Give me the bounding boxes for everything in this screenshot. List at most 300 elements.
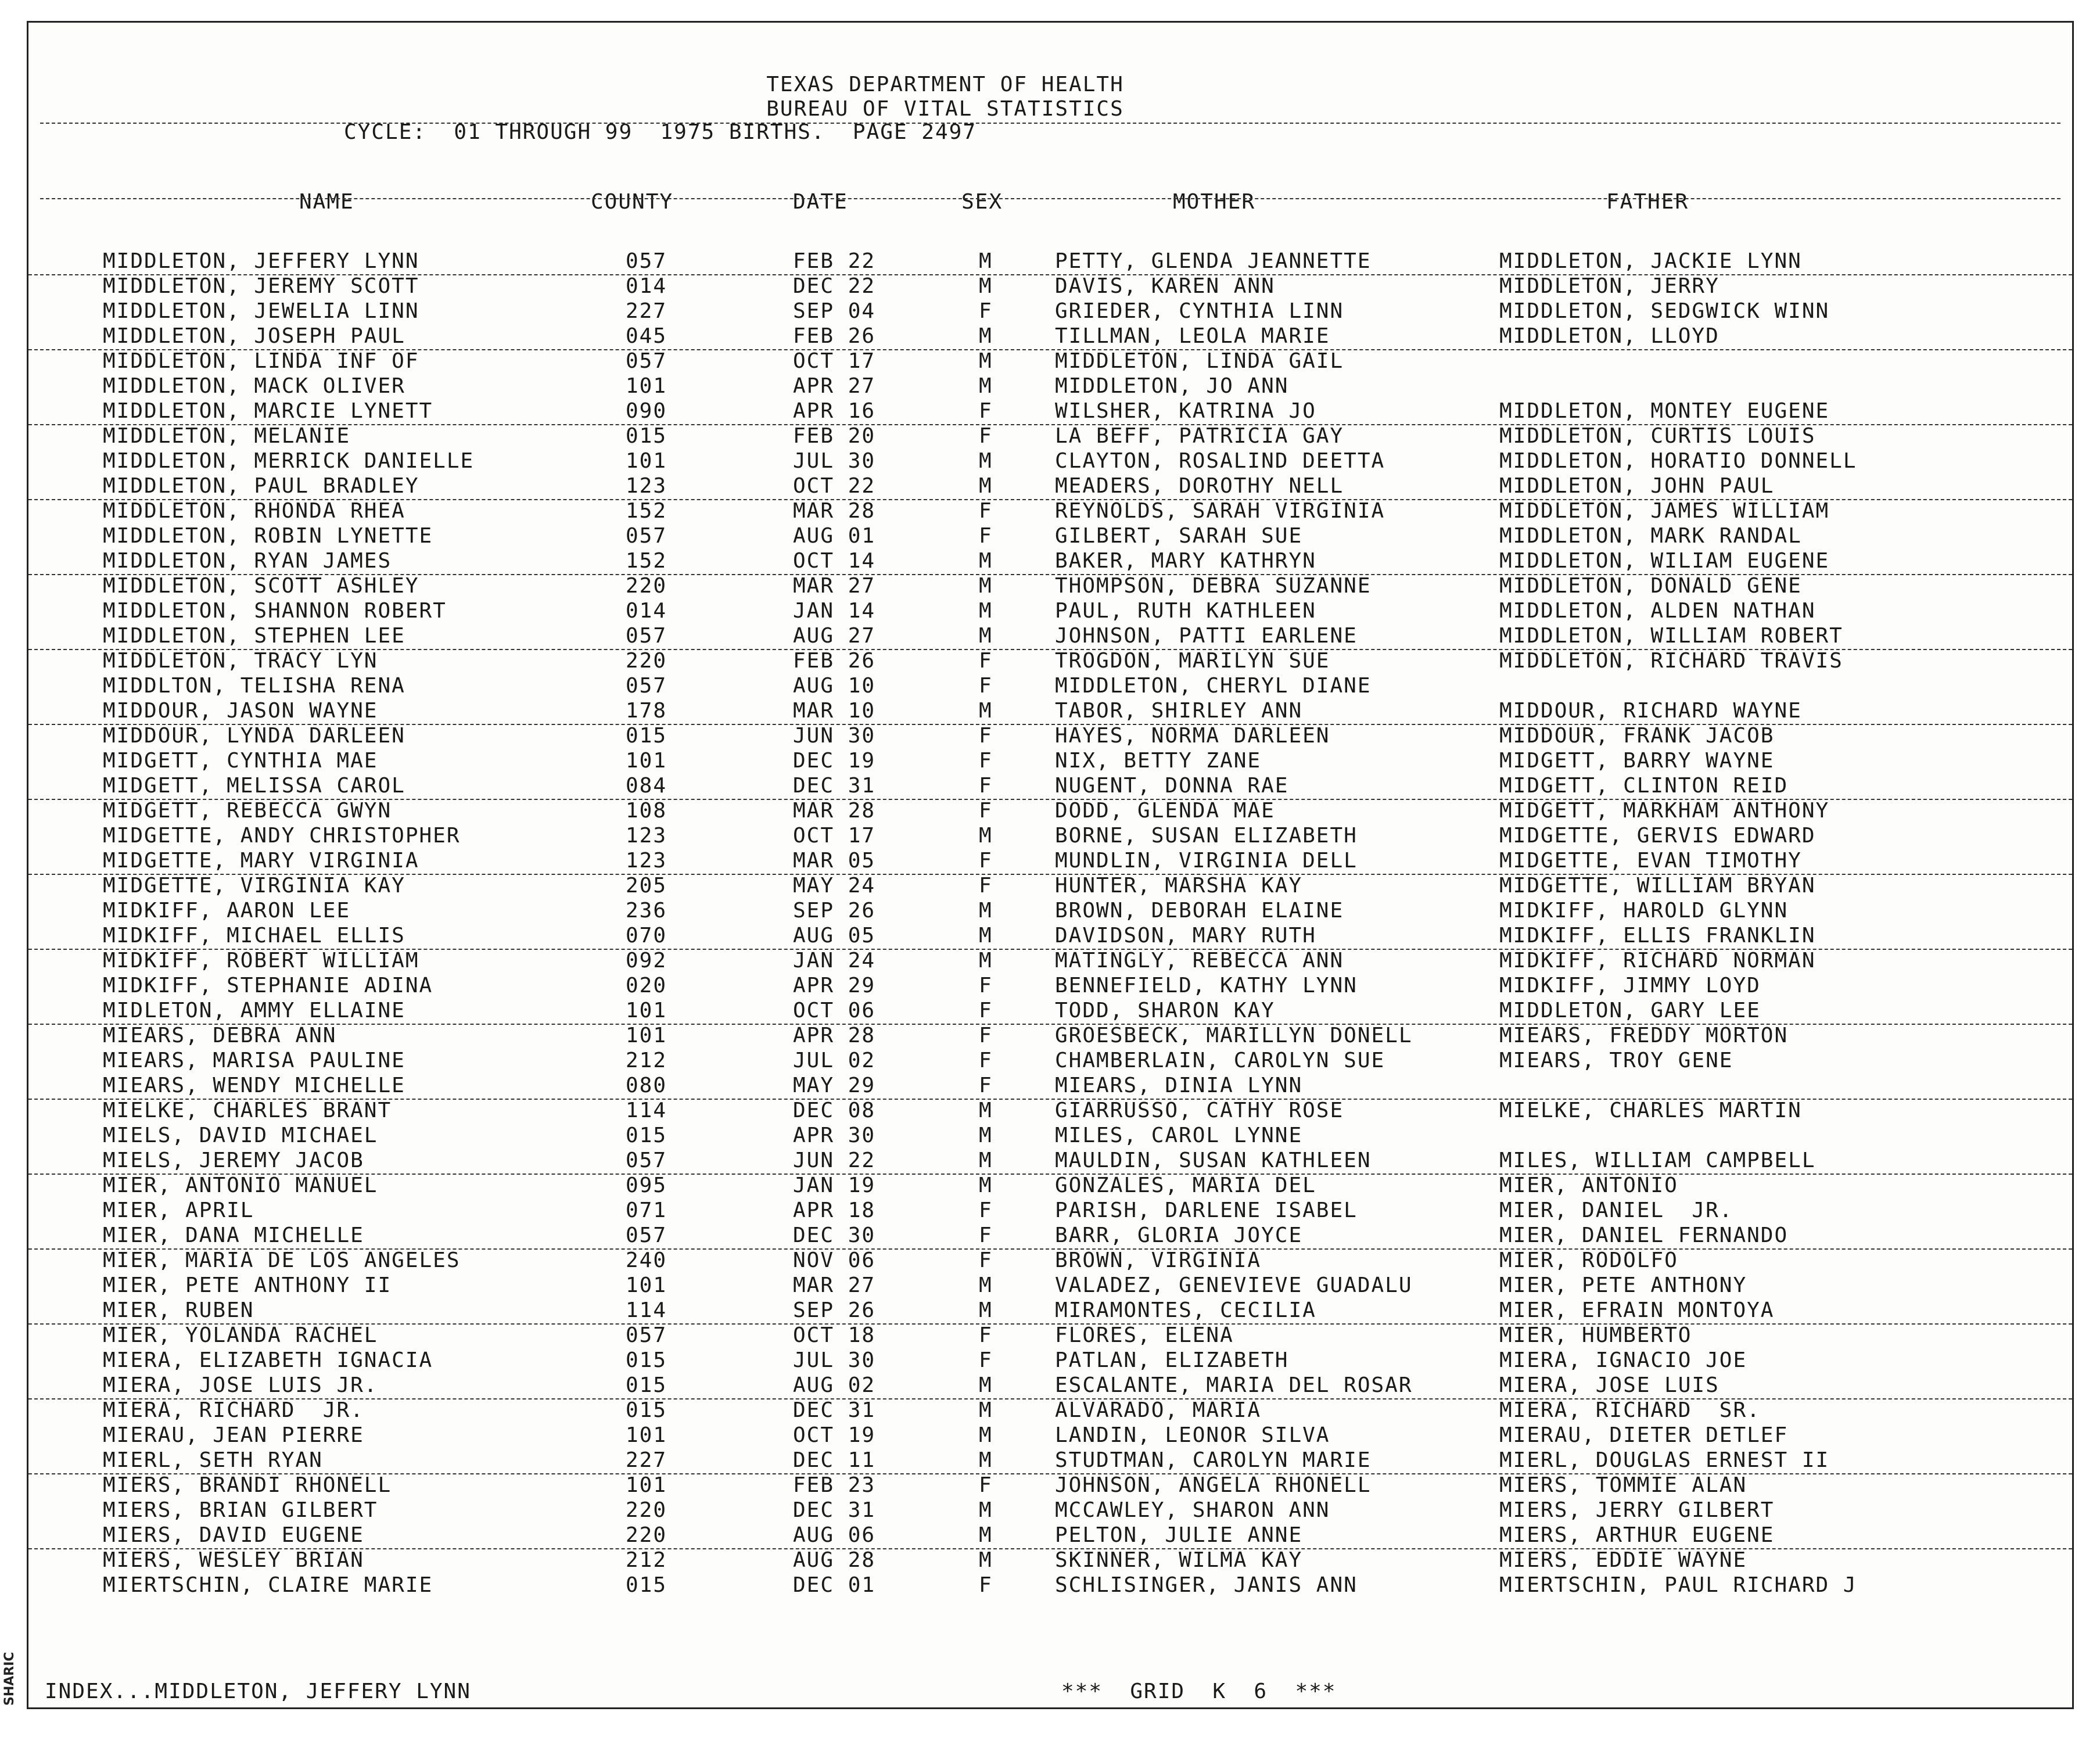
cell-name: MIDDLETON, SHANNON ROBERT: [103, 599, 447, 623]
cell-sex: M: [979, 699, 993, 723]
cell-county: 057: [626, 249, 667, 273]
cell-county: 015: [626, 1398, 667, 1422]
cell-name: MIDDLETON, MELANIE: [103, 424, 351, 448]
cell-county: 236: [626, 899, 667, 923]
cell-name: MIER, DANA MICHELLE: [103, 1223, 364, 1247]
cell-father: MIDDLETON, JERRY: [1499, 274, 1720, 298]
table-row: [28, 399, 2072, 425]
cell-mother: GILBERT, SARAH SUE: [1055, 524, 1303, 548]
cell-father: MIERS, TOMMIE ALAN: [1499, 1473, 1747, 1497]
cell-date: SEP 26: [793, 1298, 876, 1322]
table-row: [28, 549, 2072, 575]
cell-name: MIDDLETON, JEREMY SCOTT: [103, 274, 419, 298]
cell-mother: NIX, BETTY ZANE: [1055, 749, 1262, 773]
cell-county: 057: [626, 1149, 667, 1172]
cell-date: APR 27: [793, 374, 876, 398]
cell-sex: M: [979, 1273, 993, 1297]
cell-date: DEC 19: [793, 749, 876, 773]
cell-sex: M: [979, 474, 993, 498]
cell-name: MIDKIFF, AARON LEE: [103, 899, 351, 923]
cell-mother: DAVIS, KAREN ANN: [1055, 274, 1275, 298]
cell-father: MIDDLETON, JACKIE LYNN: [1499, 249, 1802, 273]
cell-sex: M: [979, 249, 993, 273]
cell-mother: GROESBECK, MARILLYN DONELL: [1055, 1024, 1413, 1047]
cell-county: 123: [626, 849, 667, 873]
cell-sex: M: [979, 349, 993, 373]
table-row: [28, 1498, 2072, 1523]
cell-mother: MUNDLIN, VIRGINIA DELL: [1055, 849, 1358, 873]
cell-date: SEP 26: [793, 899, 876, 923]
cell-mother: TABOR, SHIRLEY ANN: [1055, 699, 1303, 723]
cell-father: MIDGETT, CLINTON REID: [1499, 774, 1789, 798]
records-table: [28, 23, 2072, 1707]
cell-date: AUG 28: [793, 1548, 876, 1572]
cell-name: MIERA, ELIZABETH IGNACIA: [103, 1348, 433, 1372]
column-header-sex: SEX: [961, 190, 1003, 214]
cell-father: MIDDLETON, MONTEY EUGENE: [1499, 399, 1830, 423]
cell-mother: STUDTMAN, CAROLYN MARIE: [1055, 1448, 1372, 1472]
cell-mother: PATLAN, ELIZABETH: [1055, 1348, 1289, 1372]
cell-sex: F: [979, 1473, 993, 1497]
cell-sex: F: [979, 1248, 993, 1272]
cell-date: DEC 31: [793, 774, 876, 798]
cell-mother: CHAMBERLAIN, CAROLYN SUE: [1055, 1049, 1385, 1072]
cell-county: 090: [626, 399, 667, 423]
cell-father: MIDDLETON, JOHN PAUL: [1499, 474, 1775, 498]
cell-sex: F: [979, 1573, 993, 1597]
cell-date: APR 30: [793, 1124, 876, 1147]
cell-name: MIDGETT, MELISSA CAROL: [103, 774, 405, 798]
table-row: [28, 1049, 2072, 1074]
cell-county: 220: [626, 1498, 667, 1522]
cell-county: 092: [626, 949, 667, 973]
cell-county: 015: [626, 1573, 667, 1597]
cell-county: 220: [626, 574, 667, 598]
cell-father: MIDKIFF, RICHARD NORMAN: [1499, 949, 1816, 973]
cell-mother: MCCAWLEY, SHARON ANN: [1055, 1498, 1330, 1522]
cell-name: MIDDLETON, RHONDA RHEA: [103, 499, 405, 523]
cell-date: DEC 08: [793, 1099, 876, 1122]
cell-mother: BENNEFIELD, KATHY LYNN: [1055, 974, 1358, 997]
table-row: [28, 1398, 2072, 1423]
table-row: [28, 624, 2072, 650]
cell-county: 057: [626, 674, 667, 698]
cell-date: AUG 02: [793, 1373, 876, 1397]
cell-date: MAR 28: [793, 499, 876, 523]
cell-mother: PARISH, DARLENE ISABEL: [1055, 1198, 1358, 1222]
cell-name: MIEARS, WENDY MICHELLE: [103, 1074, 405, 1097]
cell-name: MIERAU, JEAN PIERRE: [103, 1423, 364, 1447]
cell-mother: JOHNSON, ANGELA RHONELL: [1055, 1473, 1372, 1497]
side-label: SHARIC: [2, 1652, 17, 1706]
cell-sex: F: [979, 674, 993, 698]
cell-mother: MIDDLETON, LINDA GAIL: [1055, 349, 1344, 373]
column-header-date: DATE: [793, 190, 848, 214]
cell-name: MIDDLETON, JOSEPH PAUL: [103, 324, 405, 348]
cell-father: MIERS, ARTHUR EUGENE: [1499, 1523, 1775, 1547]
cell-date: JAN 14: [793, 599, 876, 623]
cell-date: MAR 27: [793, 574, 876, 598]
cell-sex: M: [979, 824, 993, 848]
cell-mother: PETTY, GLENDA JEANNETTE: [1055, 249, 1372, 273]
column-header-name: NAME: [299, 190, 354, 214]
cell-county: 212: [626, 1548, 667, 1572]
table-row: [28, 1273, 2072, 1298]
cell-county: 123: [626, 474, 667, 498]
footer-grid: *** GRID K 6 ***: [1061, 1680, 1337, 1703]
cell-date: DEC 01: [793, 1573, 876, 1597]
cell-father: MIDDLETON, CURTIS LOUIS: [1499, 424, 1816, 448]
cell-name: MIER, YOLANDA RACHEL: [103, 1323, 378, 1347]
cell-date: MAR 27: [793, 1273, 876, 1297]
table-row: [28, 874, 2072, 899]
cell-mother: THOMPSON, DEBRA SUZANNE: [1055, 574, 1372, 598]
table-row: [28, 1074, 2072, 1100]
cell-county: 070: [626, 924, 667, 948]
cell-name: MIDGETT, REBECCA GWYN: [103, 799, 392, 823]
table-row: [28, 374, 2072, 399]
cell-date: OCT 18: [793, 1323, 876, 1347]
cell-county: 108: [626, 799, 667, 823]
cell-mother: PELTON, JULIE ANNE: [1055, 1523, 1303, 1547]
cell-date: JAN 24: [793, 949, 876, 973]
table-row: [28, 674, 2072, 699]
cell-mother: BROWN, DEBORAH ELAINE: [1055, 899, 1344, 923]
cell-mother: HUNTER, MARSHA KAY: [1055, 874, 1303, 898]
table-row: [28, 1099, 2072, 1124]
cell-sex: F: [979, 974, 993, 997]
cell-mother: ESCALANTE, MARIA DEL ROSAR: [1055, 1373, 1413, 1397]
cell-mother: REYNOLDS, SARAH VIRGINIA: [1055, 499, 1385, 523]
cell-date: JUL 30: [793, 449, 876, 473]
cell-sex: M: [979, 1174, 993, 1197]
table-row: [28, 1248, 2072, 1273]
cell-sex: F: [979, 524, 993, 548]
cell-county: 015: [626, 424, 667, 448]
cell-sex: M: [979, 274, 993, 298]
cell-sex: M: [979, 1298, 993, 1322]
cell-father: MIER, DANIEL FERNANDO: [1499, 1223, 1789, 1247]
cell-sex: M: [979, 1149, 993, 1172]
cell-father: MIERTSCHIN, PAUL RICHARD J: [1499, 1573, 1857, 1597]
cell-date: JUN 22: [793, 1149, 876, 1172]
cell-sex: M: [979, 1448, 993, 1472]
table-row: [28, 699, 2072, 725]
table-row: [28, 474, 2072, 500]
cell-father: MIERS, JERRY GILBERT: [1499, 1498, 1775, 1522]
cell-father: MIERS, EDDIE WAYNE: [1499, 1548, 1747, 1572]
cell-name: MIERTSCHIN, CLAIRE MARIE: [103, 1573, 433, 1597]
cell-name: MIDKIFF, STEPHANIE ADINA: [103, 974, 433, 997]
cell-date: JUN 30: [793, 724, 876, 748]
cell-sex: M: [979, 1398, 993, 1422]
cell-mother: SKINNER, WILMA KAY: [1055, 1548, 1303, 1572]
cell-name: MIDDLETON, MERRICK DANIELLE: [103, 449, 475, 473]
cell-mother: LA BEFF, PATRICIA GAY: [1055, 424, 1344, 448]
cell-name: MIDDLETON, TRACY LYN: [103, 649, 378, 673]
cell-father: MIER, PETE ANTHONY: [1499, 1273, 1747, 1297]
cell-mother: BAKER, MARY KATHRYN: [1055, 549, 1316, 573]
cell-date: FEB 22: [793, 249, 876, 273]
cell-father: MIDDLETON, GARY LEE: [1499, 999, 1761, 1022]
cell-date: AUG 05: [793, 924, 876, 948]
cell-date: JAN 19: [793, 1174, 876, 1197]
cell-father: MIDDOUR, RICHARD WAYNE: [1499, 699, 1802, 723]
table-row: [28, 1423, 2072, 1448]
cell-sex: F: [979, 849, 993, 873]
cell-mother: MIRAMONTES, CECILIA: [1055, 1298, 1316, 1322]
cell-date: DEC 11: [793, 1448, 876, 1472]
cell-county: 240: [626, 1248, 667, 1272]
cell-county: 101: [626, 1473, 667, 1497]
cell-name: MIERA, RICHARD JR.: [103, 1398, 364, 1422]
cell-date: JUL 30: [793, 1348, 876, 1372]
cell-county: 015: [626, 1124, 667, 1147]
header-department: TEXAS DEPARTMENT OF HEALTH: [766, 73, 1124, 96]
cell-father: MIEARS, TROY GENE: [1499, 1049, 1733, 1072]
cell-mother: SCHLISINGER, JANIS ANN: [1055, 1573, 1358, 1597]
cell-county: 057: [626, 524, 667, 548]
cell-mother: TODD, SHARON KAY: [1055, 999, 1275, 1022]
table-row: [28, 1473, 2072, 1498]
table-row: [28, 449, 2072, 474]
table-row: [28, 849, 2072, 875]
cell-father: MIER, DANIEL JR.: [1499, 1198, 1733, 1222]
cell-father: MIDDLETON, DONALD GENE: [1499, 574, 1802, 598]
cell-mother: HAYES, NORMA DARLEEN: [1055, 724, 1330, 748]
cell-mother: TROGDON, MARILYN SUE: [1055, 649, 1330, 673]
cell-sex: M: [979, 1498, 993, 1522]
cell-sex: F: [979, 749, 993, 773]
cell-date: SEP 04: [793, 299, 876, 323]
header-bureau: BUREAU OF VITAL STATISTICS: [766, 97, 1124, 121]
cell-mother: VALADEZ, GENEVIEVE GUADALU: [1055, 1273, 1413, 1297]
cell-county: 178: [626, 699, 667, 723]
cell-sex: F: [979, 424, 993, 448]
cell-father: MIDGETTE, WILLIAM BRYAN: [1499, 874, 1816, 898]
cell-date: DEC 31: [793, 1498, 876, 1522]
cell-sex: M: [979, 549, 993, 573]
cell-date: MAR 05: [793, 849, 876, 873]
cell-county: 015: [626, 1373, 667, 1397]
cell-name: MIDGETT, CYNTHIA MAE: [103, 749, 378, 773]
cell-mother: GONZALES, MARIA DEL: [1055, 1174, 1316, 1197]
cell-county: 212: [626, 1049, 667, 1072]
cell-sex: M: [979, 899, 993, 923]
cell-name: MIER, MARIA DE LOS ANGELES: [103, 1248, 461, 1272]
cell-name: MIDDLETON, PAUL BRADLEY: [103, 474, 419, 498]
table-row: [28, 1548, 2072, 1573]
cell-name: MIDDLETON, STEPHEN LEE: [103, 624, 405, 648]
table-row: [28, 999, 2072, 1025]
cell-date: DEC 31: [793, 1398, 876, 1422]
cell-mother: NUGENT, DONNA RAE: [1055, 774, 1289, 798]
cell-father: MIDDLETON, HORATIO DONNELL: [1499, 449, 1857, 473]
cell-county: 057: [626, 1223, 667, 1247]
cell-sex: F: [979, 1198, 993, 1222]
cell-sex: M: [979, 1423, 993, 1447]
column-header-father: FATHER: [1606, 190, 1689, 214]
cell-date: OCT 22: [793, 474, 876, 498]
cell-date: AUG 01: [793, 524, 876, 548]
table-row: [28, 1523, 2072, 1549]
table-row: [28, 1323, 2072, 1348]
cell-name: MIER, RUBEN: [103, 1298, 254, 1322]
table-row: [28, 599, 2072, 624]
table-row: [28, 349, 2072, 374]
cell-county: 015: [626, 1348, 667, 1372]
table-row: [28, 299, 2072, 324]
cell-date: DEC 30: [793, 1223, 876, 1247]
cell-county: 045: [626, 324, 667, 348]
cell-father: MIDDLETON, WILLIAM ROBERT: [1499, 624, 1843, 648]
cell-sex: F: [979, 999, 993, 1022]
cell-father: MIDGETT, MARKHAM ANTHONY: [1499, 799, 1830, 823]
cell-name: MIDDLETON, LINDA INF OF: [103, 349, 419, 373]
cell-sex: F: [979, 1024, 993, 1047]
cell-mother: PAUL, RUTH KATHLEEN: [1055, 599, 1316, 623]
cell-name: MIERL, SETH RYAN: [103, 1448, 323, 1472]
cell-county: 227: [626, 299, 667, 323]
cell-father: MIERAU, DIETER DETLEF: [1499, 1423, 1789, 1447]
cell-date: NOV 06: [793, 1248, 876, 1272]
cell-county: 014: [626, 599, 667, 623]
table-row: [28, 574, 2072, 599]
cell-sex: F: [979, 1323, 993, 1347]
cell-father: MIDDLETON, ALDEN NATHAN: [1499, 599, 1816, 623]
cell-county: 101: [626, 449, 667, 473]
cell-name: MIDKIFF, MICHAEL ELLIS: [103, 924, 405, 948]
cell-date: MAR 10: [793, 699, 876, 723]
column-header-county: COUNTY: [591, 190, 674, 214]
cell-county: 101: [626, 1273, 667, 1297]
table-row: [28, 724, 2072, 749]
cell-mother: BARR, GLORIA JOYCE: [1055, 1223, 1303, 1247]
cell-name: MIDKIFF, ROBERT WILLIAM: [103, 949, 419, 973]
cell-county: 101: [626, 999, 667, 1022]
cell-father: MIDGETTE, EVAN TIMOTHY: [1499, 849, 1802, 873]
cell-father: MIDDLETON, SEDGWICK WINN: [1499, 299, 1830, 323]
table-row: [28, 1124, 2072, 1149]
cell-county: 152: [626, 499, 667, 523]
cell-date: OCT 19: [793, 1423, 876, 1447]
cell-father: MILES, WILLIAM CAMPBELL: [1499, 1149, 1816, 1172]
table-row: [28, 749, 2072, 774]
cell-sex: F: [979, 1074, 993, 1097]
cell-mother: BROWN, VIRGINIA: [1055, 1248, 1262, 1272]
table-row: [28, 1198, 2072, 1223]
cell-mother: MATINGLY, REBECCA ANN: [1055, 949, 1344, 973]
table-row: [28, 1573, 2072, 1598]
cell-name: MIDDLETON, MARCIE LYNETT: [103, 399, 433, 423]
table-row: [28, 424, 2072, 449]
table-row: [28, 274, 2072, 299]
report-page: [27, 21, 2074, 1709]
cell-name: MIERA, JOSE LUIS JR.: [103, 1373, 378, 1397]
cell-name: MIDDLETON, JEFFERY LYNN: [103, 249, 419, 273]
cell-county: 095: [626, 1174, 667, 1197]
cell-sex: F: [979, 649, 993, 673]
cell-father: MIDDLETON, WILIAM EUGENE: [1499, 549, 1830, 573]
table-row: [28, 899, 2072, 924]
cell-sex: F: [979, 1223, 993, 1247]
cell-mother: LANDIN, LEONOR SILVA: [1055, 1423, 1330, 1447]
cell-county: 220: [626, 1523, 667, 1547]
cell-mother: MILES, CAROL LYNNE: [1055, 1124, 1303, 1147]
cell-mother: DAVIDSON, MARY RUTH: [1055, 924, 1316, 948]
cell-father: MIDGETT, BARRY WAYNE: [1499, 749, 1775, 773]
cell-date: AUG 10: [793, 674, 876, 698]
table-row: [28, 774, 2072, 800]
cell-mother: ALVARADO, MARIA: [1055, 1398, 1262, 1422]
cell-name: MIEARS, MARISA PAULINE: [103, 1049, 405, 1072]
cell-county: 071: [626, 1198, 667, 1222]
cell-county: 123: [626, 824, 667, 848]
cell-mother: MIDDLETON, JO ANN: [1055, 374, 1289, 398]
cell-sex: M: [979, 1373, 993, 1397]
cell-mother: BORNE, SUSAN ELIZABETH: [1055, 824, 1358, 848]
cell-date: OCT 17: [793, 349, 876, 373]
cell-sex: M: [979, 1099, 993, 1122]
cell-name: MIDLETON, AMMY ELLAINE: [103, 999, 405, 1022]
cell-county: 084: [626, 774, 667, 798]
cell-sex: F: [979, 724, 993, 748]
cell-sex: F: [979, 399, 993, 423]
cell-father: MIERA, RICHARD SR.: [1499, 1398, 1761, 1422]
cell-father: MIER, EFRAIN MONTOYA: [1499, 1298, 1775, 1322]
cell-father: MIDDOUR, FRANK JACOB: [1499, 724, 1775, 748]
cell-mother: MIDDLETON, CHERYL DIANE: [1055, 674, 1372, 698]
cell-date: MAR 28: [793, 799, 876, 823]
cell-mother: MIEARS, DINIA LYNN: [1055, 1074, 1303, 1097]
cell-mother: JOHNSON, PATTI EARLENE: [1055, 624, 1358, 648]
cell-county: 014: [626, 274, 667, 298]
cell-name: MIDDLETON, JEWELIA LINN: [103, 299, 419, 323]
cell-mother: DODD, GLENDA MAE: [1055, 799, 1275, 823]
cell-mother: CLAYTON, ROSALIND DEETTA: [1055, 449, 1385, 473]
cell-county: 101: [626, 374, 667, 398]
table-row: [28, 799, 2072, 824]
cell-county: 152: [626, 549, 667, 573]
cell-sex: M: [979, 574, 993, 598]
footer-index: INDEX...MIDDLETON, JEFFERY LYNN: [45, 1680, 471, 1703]
cell-name: MIDGETTE, VIRGINIA KAY: [103, 874, 405, 898]
cell-father: MIELKE, CHARLES MARTIN: [1499, 1099, 1802, 1122]
cell-sex: F: [979, 874, 993, 898]
cell-name: MIERS, BRIAN GILBERT: [103, 1498, 378, 1522]
cell-date: APR 28: [793, 1024, 876, 1047]
cell-sex: M: [979, 449, 993, 473]
cell-name: MIDDLETON, MACK OLIVER: [103, 374, 405, 398]
cell-county: 114: [626, 1298, 667, 1322]
cell-county: 057: [626, 1323, 667, 1347]
cell-county: 057: [626, 349, 667, 373]
cell-mother: GRIEDER, CYNTHIA LINN: [1055, 299, 1344, 323]
cell-name: MIER, APRIL: [103, 1198, 254, 1222]
cell-name: MIER, PETE ANTHONY II: [103, 1273, 392, 1297]
column-header-mother: MOTHER: [1173, 190, 1256, 214]
cell-father: MIDDLETON, JAMES WILLIAM: [1499, 499, 1830, 523]
cell-mother: MEADERS, DOROTHY NELL: [1055, 474, 1344, 498]
cell-date: DEC 22: [793, 274, 876, 298]
table-row: [28, 1149, 2072, 1175]
cell-father: MIER, ANTONIO: [1499, 1174, 1678, 1197]
cell-date: APR 18: [793, 1198, 876, 1222]
cell-name: MIELKE, CHARLES BRANT: [103, 1099, 392, 1122]
cell-name: MIERS, BRANDI RHONELL: [103, 1473, 392, 1497]
cell-name: MIDDLTON, TELISHA RENA: [103, 674, 405, 698]
table-row: [28, 324, 2072, 350]
